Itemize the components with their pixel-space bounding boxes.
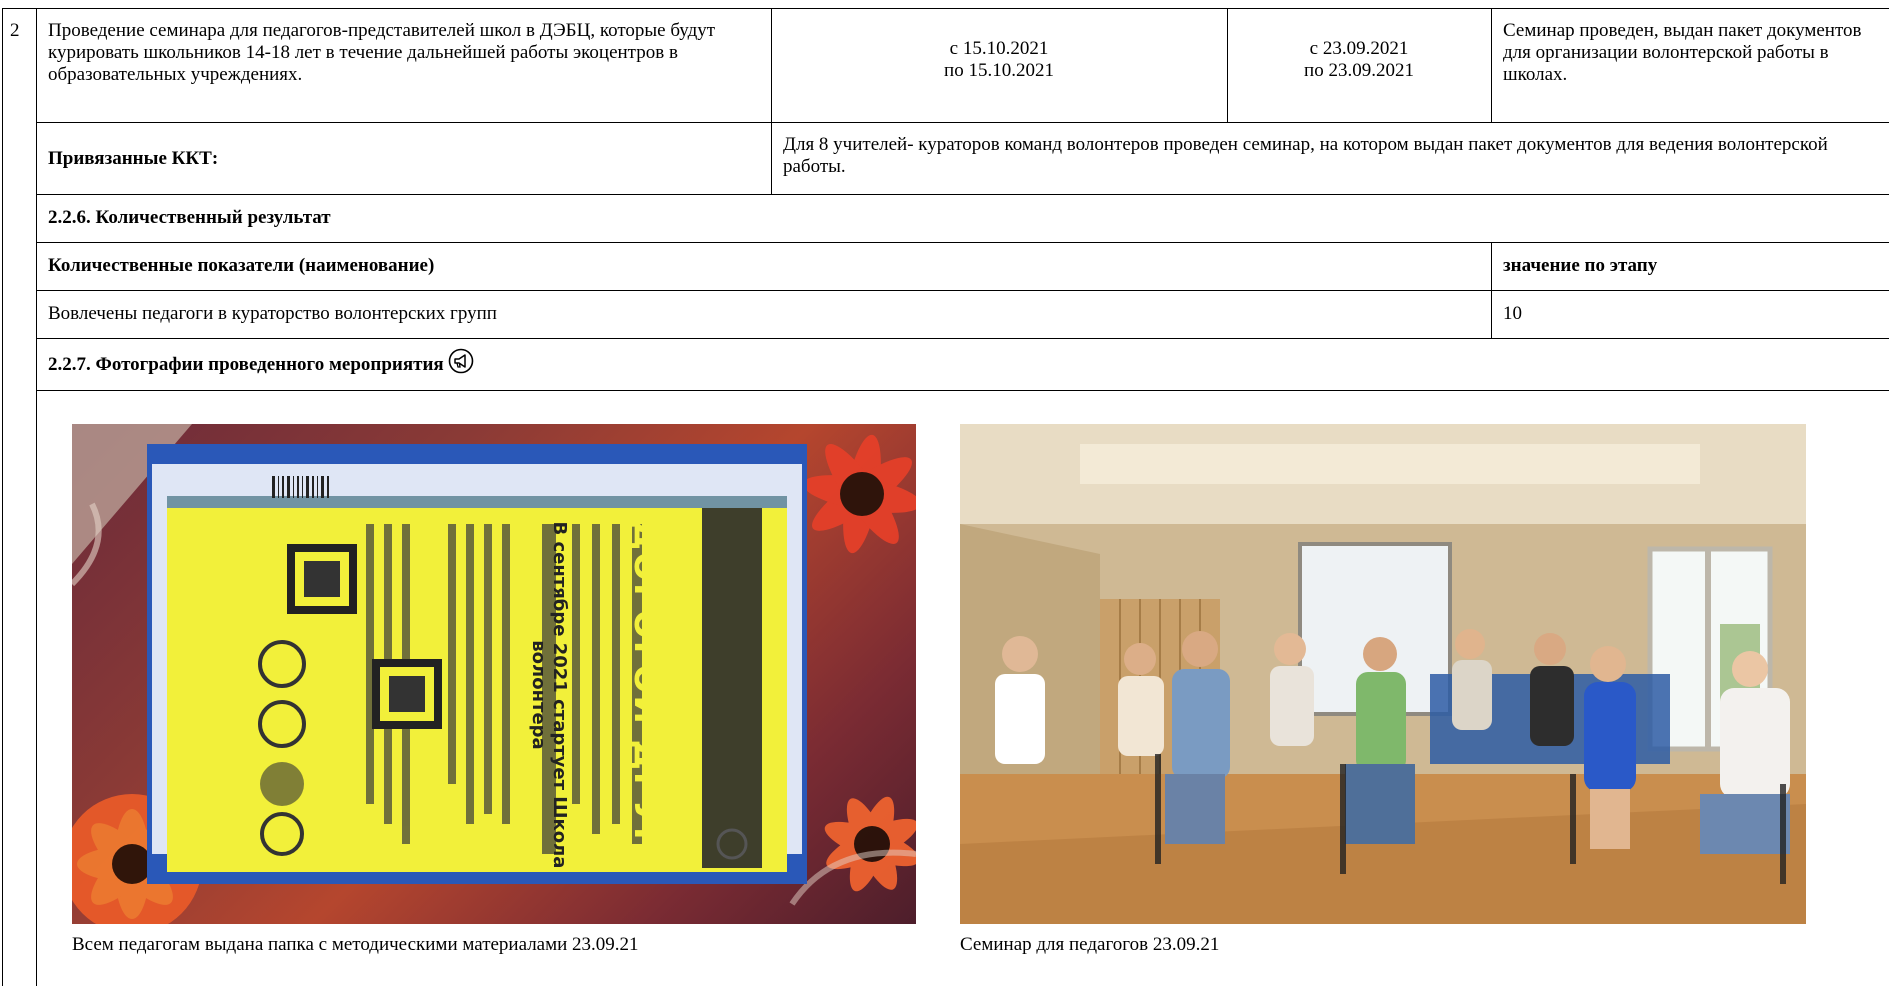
photos-section-title: [48, 354, 474, 376]
table-border-number-col: [36, 8, 37, 986]
photo-folder: [72, 424, 916, 924]
planned-from: с 15.10.2021: [949, 38, 1049, 59]
table-border-top: [2, 8, 1889, 9]
quantitative-header-value: значение по этапу: [1503, 255, 1658, 276]
table-border-h4: [36, 290, 1889, 291]
table-border-col2: [771, 8, 772, 194]
photo-caption-folder: Всем педагогам выдана папка с методическими материалами 23.09.21: [72, 934, 639, 955]
flyer-heading: ДОРОГОЙ ДРУГ!: [626, 519, 666, 869]
quantitative-header-name: Количественные показатели (наименование): [48, 255, 435, 276]
table-border-col4: [1491, 8, 1492, 122]
table-border-h2: [36, 194, 1889, 195]
quantitative-section-title: 2.2.6. Количественный результат: [48, 207, 331, 228]
planned-to: по 15.10.2021: [944, 60, 1054, 81]
table-border-left: [2, 8, 3, 986]
table-border-h1: [36, 122, 1889, 123]
event-result: Семинар проведен, выдан пакет документов для организации волонтерской работы в школах.: [1503, 20, 1862, 85]
actual-dates: [1227, 38, 1491, 82]
photo-seminar: [960, 424, 1806, 924]
actual-to: по 23.09.2021: [1304, 60, 1414, 81]
megaphone-icon: [448, 348, 474, 374]
photo-caption-seminar: Семинар для педагогов 23.09.21: [960, 934, 1220, 955]
linked-kkt-label: Привязанные ККТ:: [48, 148, 219, 169]
row-number: 2: [10, 20, 20, 41]
event-description: Проведение семинара для педагогов-представителей школ в ДЭБЦ, которые будут курировать школьников 14-18 лет в течение дальнейшей работы экоцентров в образовательных учреждениях.: [48, 20, 716, 85]
quantitative-row-value: 10: [1503, 303, 1522, 324]
table-border-h3: [36, 242, 1889, 243]
planned-dates: [771, 38, 1227, 82]
actual-from: с 23.09.2021: [1309, 38, 1409, 59]
flyer-subheading: В сентябре 2021 стартует Школа волонтера: [528, 521, 570, 869]
quantitative-row-name: Вовлечены педагоги в кураторство волонтерских групп: [48, 303, 497, 324]
table-border-h5: [36, 338, 1889, 339]
photos-section-title-text: 2.2.7. Фотографии проведенного мероприятия: [48, 354, 444, 375]
linked-kkt-value: Для 8 учителей- кураторов команд волонтеров проведен семинар, на котором выдан пакет документов для ведения волонтерской работы.: [783, 134, 1828, 177]
table-border-h6: [36, 390, 1889, 391]
